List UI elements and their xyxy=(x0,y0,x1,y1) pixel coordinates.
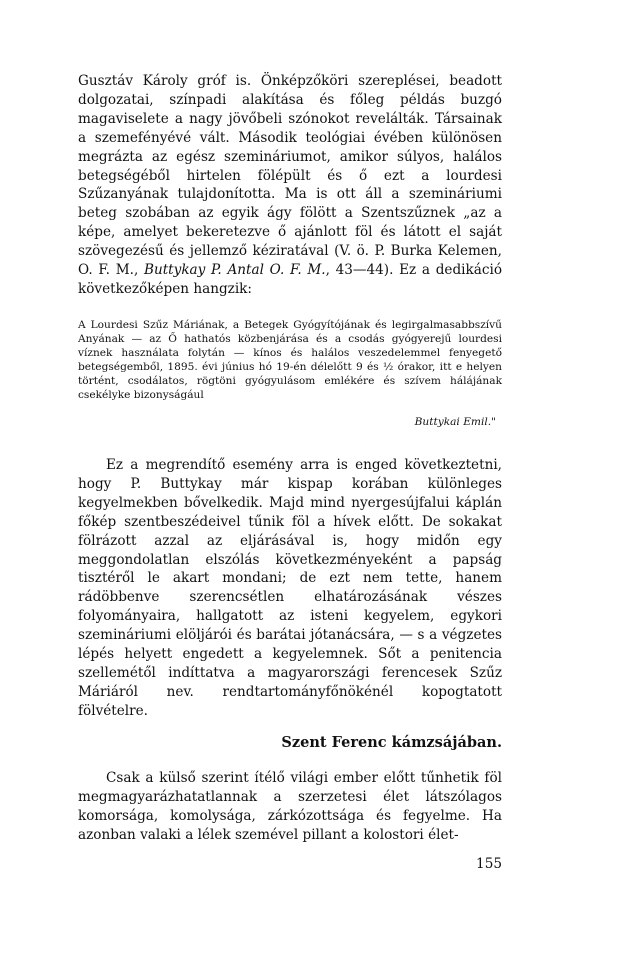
paragraph-text: Ez a megrendítő esemény arra is enged következtetni, hogy P. Buttykay már kispap korában különleges kegyelmekben bővelkedik. Majd mind nyergesújfalui káplán főkép szentbeszédeivel tűnik föl a hívek előtt. De sokakat fölrázott azzal az eljárásával is, hogy midőn egy meggondolatlan elszólás következményeként a papság tisztéről le akart mondani; de ezt nem tette, hanem rádöbbenve szerencsétlen elhatározásának vészes folyományaira, hallgatott az isteni kegyelem, egykori szemináriumi elöljárói és barátai jótanácsára, — s a végzetes lépés helyett engedett a kegyelemnek. Sőt a penitencia szellemétől indíttatva a magyarországi ferencesek Szűz Máriáról nev. rendtartományfőnökénél kopogtatott fölvételre. xyxy=(78,457,502,719)
page-number: 155 xyxy=(476,856,502,872)
quote-signature: Buttykai Emil." xyxy=(414,416,496,428)
quote-text: A Lourdesi Szűz Máriának, a Betegek Gyógyítójának és legirgalmasabbszívű Anyának — az Ő hathatós közbenjárása és a csodás gyógyerejű lourdesi víznek használata folytán — kínos és halálos veszedelemmel fenyegető betegségemből, 1895. évi június hó 19-én délelőtt 9 és ½ órakor, itt e helyen történt, csodálatos, rögtöni gyógyulásom emlékére és szívem hálájának csekélyke bizonyságául xyxy=(78,319,502,401)
section-heading: Szent Ferenc kámzsájában. xyxy=(281,734,502,751)
paragraph-text: Gusztáv Károly gróf is. Önképzőköri szereplései, beadott dolgozatai, színpadi alakítása és főleg példás buzgó magaviselete a nagy jövőbeli szónokot revelálták. Társainak a szemefényévé vált. Második teológiai évében különösen megrázta az egész szemináriumot, amikor súlyos, halálos betegségéből hirtelen fölépült és ő ezt a lourdesi Szűzanyának tulajdonította. Ma is ott áll a szemináriumi beteg szobában az egyik ágy fölött a Szentszűznek „az a képe, amelyet bekeretezve ő ajánlott föl és látott el saját szövegezésű és jellemző kéziratával (V. ö. P. Burka Kelemen, O. F. M., xyxy=(78,73,502,279)
paragraph-text: Csak a külső szerint ítélő világi ember előtt tűnhetik föl megmagyarázhatatlannak a szerzetesi élet látszólagos komorsága, komolysága, zárkózottsága és fegyelme. Ha azonban valaki a lélek szemével pillant a kolostori élet- xyxy=(78,770,502,843)
body-paragraph-1 xyxy=(78,72,502,299)
body-paragraph-2 xyxy=(78,456,502,721)
body-paragraph-3 xyxy=(78,769,502,845)
citation-title: Buttykay P. Antal O. F. M. xyxy=(143,262,326,279)
paragraph-text-end: , 43—44). Ez a dedikáció következőképen hangzik: xyxy=(78,262,503,297)
dedication-quote xyxy=(78,318,502,429)
